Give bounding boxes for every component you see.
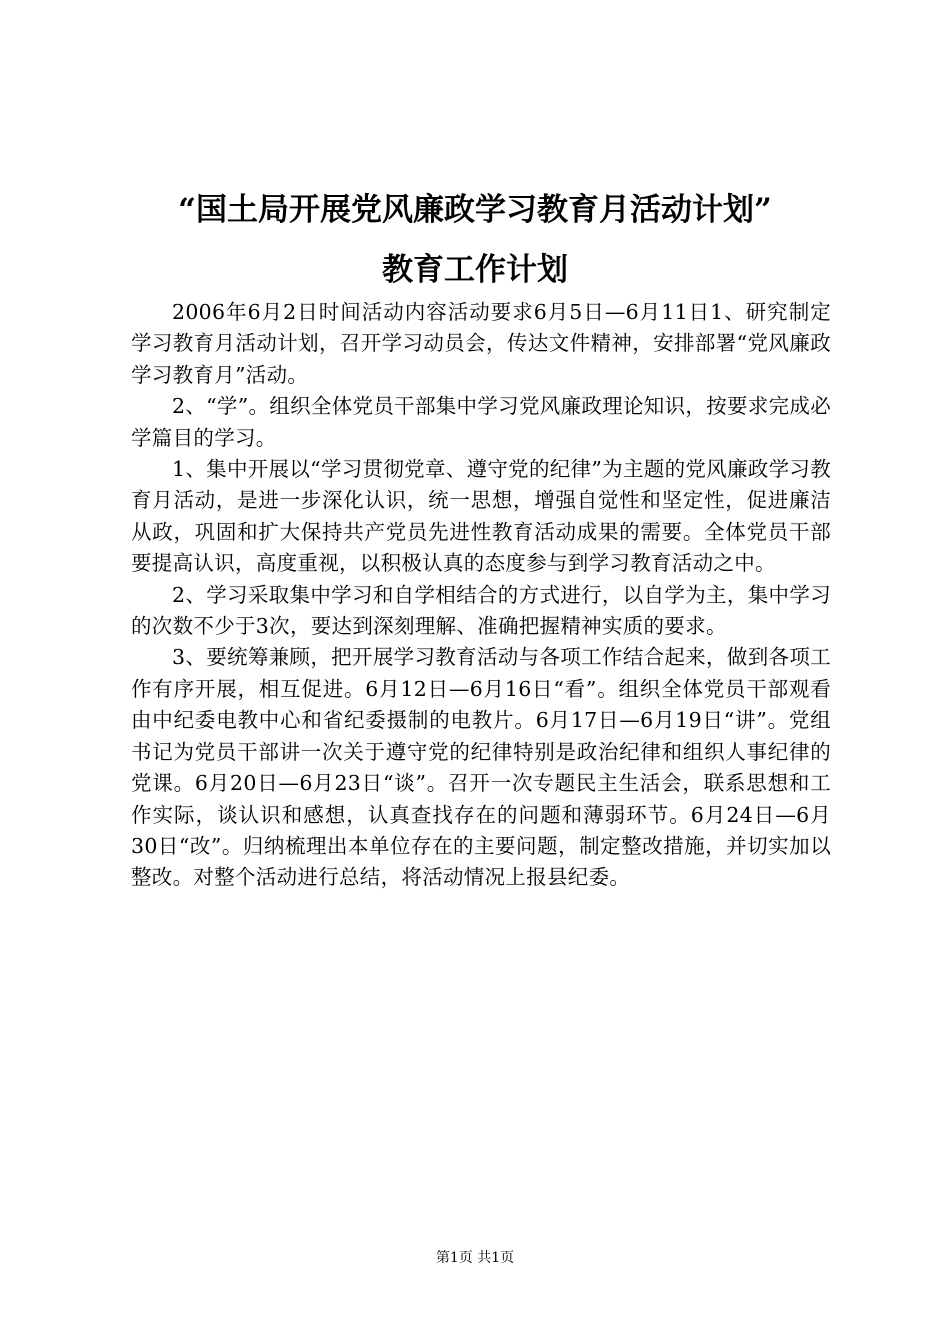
paragraph: 1、集中开展以“学习贯彻党章、遵守党的纪律”为主题的党风廉政学习教育月活动，是进一步深化认识，统一思想，增强自觉性和坚定性，促进廉洁从政，巩固和扩大保持共产党员先进性教育活动成果的需要。全体党员干部要提高认识，高度重视，以积极认真的态度参与到学习教育活动之中。: [131, 457, 831, 576]
document-title-line-2: 教育工作计划: [382, 252, 568, 288]
document-body: [131, 297, 831, 894]
paragraph: 2006年6月2日时间活动内容活动要求6月5日—6月11日1、研究制定学习教育月活动计划，召开学习动员会，传达文件精神，安排部署“党风廉政学习教育月”活动。: [131, 300, 831, 387]
paragraph: 2、学习采取集中学习和自学相结合的方式进行，以自学为主，集中学习的次数不少于3次，要达到深刻理解、准确把握精神实质的要求。: [131, 582, 831, 639]
page-footer: 第1页 共1页: [435, 1250, 515, 1266]
paragraph: 3、要统筹兼顾，把开展学习教育活动与各项工作结合起来，做到各项工作有序开展，相互促进。6月12日—6月16日“看”。组织全体党员干部观看由中纪委电教中心和省纪委摄制的电教片。6月17日—6月19日“讲”。党组书记为党员干部讲一次关于遵守党的纪律特别是政治纪律和组织人事纪律的党课。6月20日—6月23日“谈”。召开一次专题民主生活会，联系思想和工作实际，谈认识和感想，认真查找存在的问题和薄弱环节。6月24日—6月30日“改”。归纳梳理出本单位存在的主要问题，制定整改措施，并切实加以整改。对整个活动进行总结，将活动情况上报县纪委。: [131, 645, 831, 890]
paragraph: 2、“学”。组织全体党员干部集中学习党风廉政理论知识，按要求完成必学篇目的学习。: [131, 394, 831, 450]
document-title-line-1: “国土局开展党风廉政学习教育月活动计划”: [178, 192, 772, 228]
